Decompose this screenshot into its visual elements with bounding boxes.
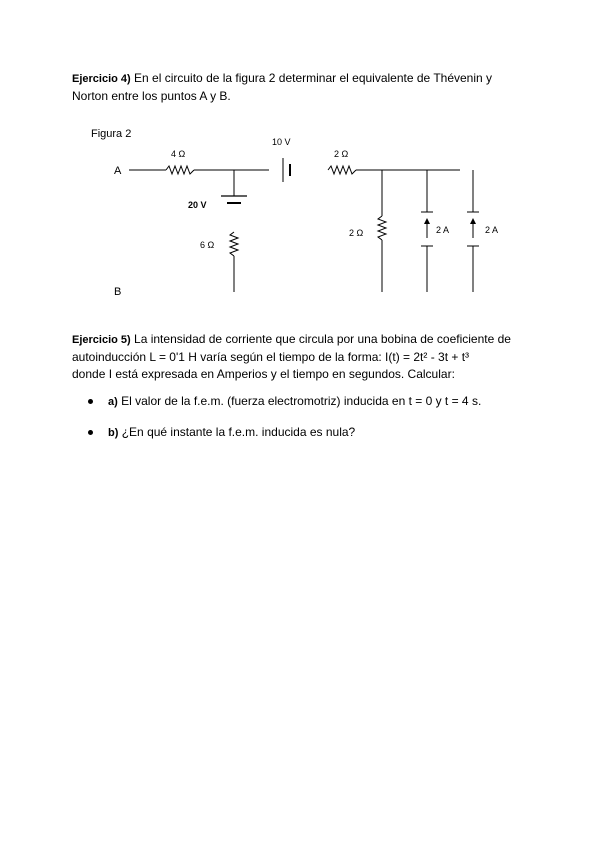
exercise-4-label: Ejercicio 4) [72, 73, 131, 85]
exercise-4-text-line2: Norton entre los puntos A y B. [72, 89, 231, 103]
current-source-2-label: 2 A [485, 225, 499, 235]
resistor-6-ohm [230, 232, 238, 256]
exercise-5-line1: La intensidad de corriente que circula por una bobina de coeficiente de [130, 332, 511, 346]
exercise-5-line2: autoinducción L = 0'1 H varía según el tiempo de la forma: I(t) = 2t² - 3t + t³ [72, 350, 470, 364]
source-20v-label: 20 V [188, 200, 207, 210]
bullet-icon [88, 399, 93, 404]
exercise-4-text-line1: En el circuito de la figura 2 determinar el equivalente de Thévenin y [130, 71, 493, 85]
current-source-2-arrow-icon [470, 218, 476, 224]
figure-caption: Figura 2 [91, 128, 132, 140]
item-a-label: a) [108, 396, 118, 408]
exercise-5 [72, 331, 532, 383]
exercise-5-line3: donde I está expresada en Amperios y el tiempo en segundos. Calcular: [72, 367, 455, 381]
resistor-4-ohm-label: 4 Ω [171, 149, 186, 159]
node-b-label: B [114, 286, 122, 298]
resistor-4-ohm [166, 166, 194, 174]
question-list [88, 393, 548, 455]
resistor-2-ohm-top-label: 2 Ω [334, 149, 349, 159]
resistor-2-ohm-vertical-label: 2 Ω [349, 228, 364, 238]
item-b-text: ¿En qué instante la f.e.m. inducida es nula? [118, 425, 356, 439]
list-item [88, 393, 548, 411]
resistor-2-ohm-top [328, 166, 356, 174]
current-source-1-arrow-icon [424, 218, 430, 224]
exercise-4 [72, 70, 532, 105]
bullet-icon [88, 430, 93, 435]
item-b-label: b) [108, 427, 119, 439]
exercise-5-label: Ejercicio 5) [72, 334, 131, 346]
resistor-2-ohm-vertical [378, 216, 386, 240]
battery-10v-label: 10 V [272, 137, 291, 147]
node-a-label: A [114, 165, 122, 177]
circuit-figure [84, 120, 504, 310]
item-a-text: El valor de la f.e.m. (fuerza electromotriz) inducida en t = 0 y t = 4 s. [117, 394, 482, 408]
resistor-6-ohm-label: 6 Ω [200, 240, 215, 250]
list-item [88, 424, 548, 442]
current-source-1-label: 2 A [436, 225, 450, 235]
